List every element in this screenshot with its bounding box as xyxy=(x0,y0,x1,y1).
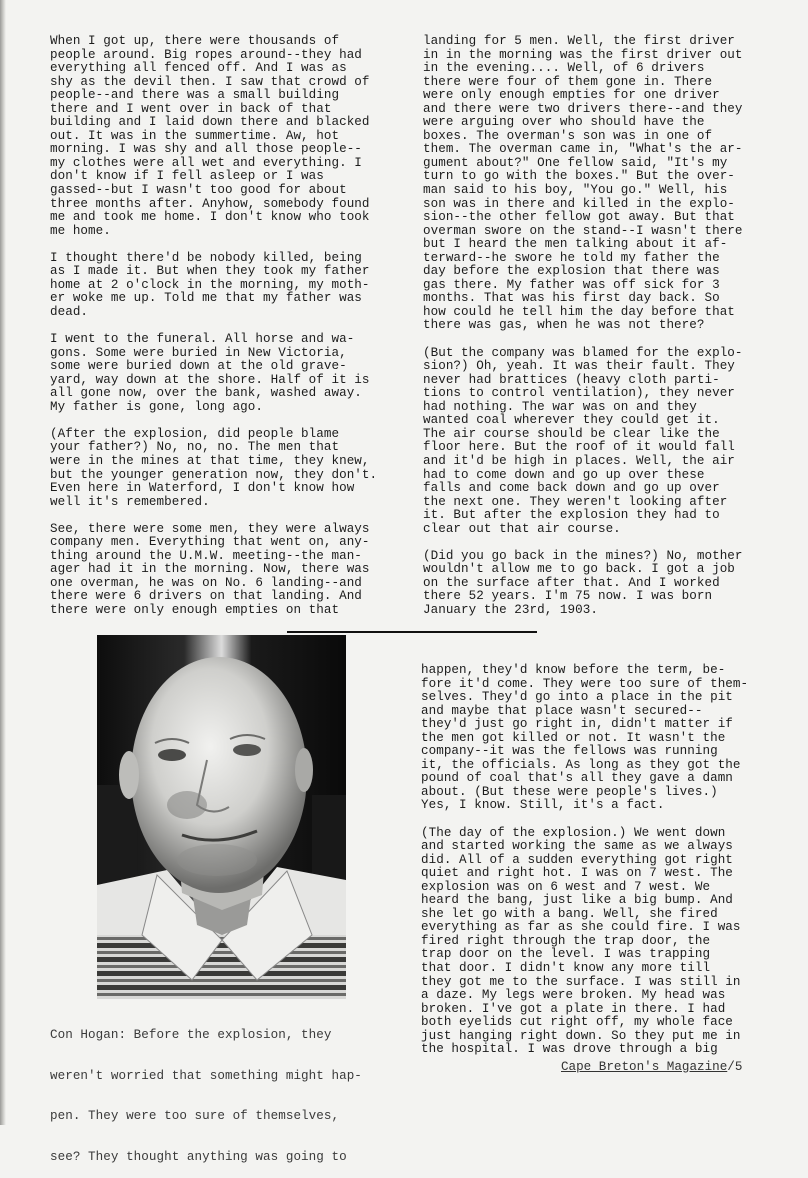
text-line: there were four of them gone in. There xyxy=(423,74,713,89)
article-paragraph xyxy=(50,523,377,618)
text-line: there and I went over in back of that xyxy=(50,101,332,116)
text-line: sion--the other fellow got away. But that xyxy=(423,210,735,225)
article-paragraph xyxy=(421,664,748,813)
text-line: had nothing. The war was on and they xyxy=(423,399,697,414)
text-line: me home. xyxy=(50,223,111,238)
text-line: just hanging right down. So they put me in xyxy=(421,1028,741,1043)
text-line: she let go with a bang. Well, she fired xyxy=(421,906,718,921)
article-paragraph xyxy=(50,428,377,509)
text-line: months. That was his first day back. So xyxy=(423,291,720,306)
caption-line: Con Hogan: Before the explosion, they xyxy=(50,1028,332,1043)
portrait-photo-graphic xyxy=(97,635,346,999)
text-line: shy as the devil then. I saw that crowd of xyxy=(50,74,370,89)
page-number: 5 xyxy=(734,1060,743,1074)
text-line: they got me to the surface. I was still in xyxy=(421,974,741,989)
text-line: Even here in Waterford, I don't know how xyxy=(50,481,355,496)
text-line: everything all fenced off. And I was as xyxy=(50,61,347,76)
text-line: did. All of a sudden everything got right xyxy=(421,852,733,867)
text-line: company men. Everything that went on, any- xyxy=(50,535,370,550)
text-line: My father is gone, long ago. xyxy=(50,399,264,414)
text-line: that door. I didn't know any more till xyxy=(421,961,711,976)
text-line: company--it was the fellows was running xyxy=(421,744,718,759)
caption-line: pen. They were too sure of themselves, xyxy=(50,1109,340,1124)
text-line: falls and come back down and go up over xyxy=(423,481,720,496)
text-line: gas there. My father was off sick for 3 xyxy=(423,277,720,292)
text-line: there was gas, when he was not there? xyxy=(423,318,705,333)
article-paragraph xyxy=(50,35,377,238)
text-line: it. But after the explosion they had to xyxy=(423,508,720,523)
text-line: the next one. They weren't looking after xyxy=(423,494,728,509)
text-line: fired right through the trap door, the xyxy=(421,933,711,948)
text-line: out. It was in the summertime. Aw, hot xyxy=(50,128,340,143)
text-line: it, the officials. As long as they got the xyxy=(421,757,741,772)
text-line: When I got up, there were thousands of xyxy=(50,34,340,48)
text-line: my clothes were all wet and everything. I xyxy=(50,155,362,170)
text-line: morning. I was shy and all those people-- xyxy=(50,142,362,157)
text-line: yard, way down at the shore. Half of it is xyxy=(50,372,370,387)
article-paragraph xyxy=(50,252,377,320)
text-line: landing for 5 men. Well, the first driver xyxy=(423,34,735,48)
text-line: pound of coal that's all they gave a damn xyxy=(421,771,733,786)
text-line: floor here. But the roof of it would fall xyxy=(423,440,735,455)
text-line: January the 23rd, 1903. xyxy=(423,602,598,617)
text-line: boxes. The overman's son was in one of xyxy=(423,128,713,143)
text-line: explosion was on 6 west and 7 west. We xyxy=(421,879,711,894)
text-line: they'd just go right in, didn't matter if xyxy=(421,717,733,732)
text-line: terward--he swore he told my father the xyxy=(423,250,720,265)
article-paragraph xyxy=(423,550,743,618)
text-line: thing around the U.M.W. meeting--the man- xyxy=(50,548,362,563)
text-line: (Did you go back in the mines?) No, mother xyxy=(423,548,743,563)
text-line: trap door on the level. I was trapping xyxy=(421,947,711,962)
text-line: See, there were some men, they were always xyxy=(50,521,370,536)
article-paragraph xyxy=(421,827,748,1057)
striped-sweater xyxy=(97,935,346,999)
text-line: people--and there was a small building xyxy=(50,88,340,103)
text-line: ager had it in the morning. Now, there was xyxy=(50,562,370,577)
text-line: were arguing over who should have the xyxy=(423,115,705,130)
text-line: how could he tell him the day before that xyxy=(423,304,735,319)
text-line: sion?) Oh, yeah. It was their fault. They xyxy=(423,359,735,374)
page-binding-edge xyxy=(0,0,6,1125)
text-line: (But the company was blamed for the explo- xyxy=(423,345,743,360)
text-line: your father?) No, no, no. The men that xyxy=(50,440,340,455)
article-left-column xyxy=(50,35,377,618)
text-line: but the younger generation now, they don't. xyxy=(50,467,378,482)
text-line: on the surface after that. And I worked xyxy=(423,575,720,590)
caption-line: see? They thought anything was going to xyxy=(50,1150,347,1165)
text-line: and maybe that place wasn't secured-- xyxy=(421,703,703,718)
text-line: never had brattices (heavy cloth parti- xyxy=(423,372,720,387)
footer-separator: / xyxy=(727,1060,735,1074)
text-line: but I heard the men talking about it af- xyxy=(423,237,728,252)
text-line: well it's remembered. xyxy=(50,494,210,509)
magazine-title: Cape Breton's Magazine xyxy=(561,1060,728,1074)
text-line: there 52 years. I'm 75 now. I was born xyxy=(423,589,713,604)
text-line: as I made it. But when they took my father xyxy=(50,264,370,279)
text-line: day before the explosion that there was xyxy=(423,264,720,279)
text-line: there were 6 drivers on that landing. And xyxy=(50,589,362,604)
text-line: a daze. My legs were broken. My head was xyxy=(421,988,726,1003)
text-line: about. (But these were people's lives.) xyxy=(421,784,718,799)
article-paragraph xyxy=(423,35,743,333)
text-line: gument about?" One fellow said, "It's my xyxy=(423,155,728,170)
text-line: in in the morning was the first driver out xyxy=(423,47,743,62)
text-line: one overman, he was on No. 6 landing--and xyxy=(50,575,362,590)
text-line: quiet and right hot. I was on 7 west. The xyxy=(421,866,733,881)
text-line: tions to control ventilation), they never xyxy=(423,386,735,401)
text-line: I went to the funeral. All horse and wa- xyxy=(50,332,355,347)
text-line: son was in there and killed in the explo- xyxy=(423,196,735,211)
text-line: (After the explosion, did people blame xyxy=(50,426,340,441)
text-line: wouldn't allow me to go back. I got a job xyxy=(423,562,735,577)
text-line: happen, they'd know before the term, be- xyxy=(421,663,726,677)
text-line: building and I laid down there and blacked xyxy=(50,115,370,130)
text-line: wanted coal wherever they could get it. xyxy=(423,413,720,428)
text-line: gassed--but I wasn't too good for about xyxy=(50,183,347,198)
text-line: (The day of the explosion.) We went down xyxy=(421,825,726,840)
article-right-column-top xyxy=(423,35,743,618)
text-line: Yes, I know. Still, it's a fact. xyxy=(421,798,665,813)
text-line: fore it'd come. They were too sure of them- xyxy=(421,676,749,691)
text-line: I thought there'd be nobody killed, being xyxy=(50,250,362,265)
text-line: were in the mines at that time, they knew, xyxy=(50,453,370,468)
text-line: the hospital. I was drove through a big xyxy=(421,1042,718,1057)
text-line: er woke me up. Told me that my father was xyxy=(50,291,362,306)
article-paragraph xyxy=(50,333,377,414)
text-line: both eyelids cut right off, my whole face xyxy=(421,1015,733,1030)
text-line: dead. xyxy=(50,304,89,319)
text-line: me and took me home. I don't know who took xyxy=(50,210,370,225)
article-paragraph xyxy=(423,347,743,537)
text-line: man said to his boy, "You go." Well, his xyxy=(423,183,728,198)
text-line: and it'd be high in places. Well, the air xyxy=(423,453,735,468)
text-line: turn to go with the boxes." But the over- xyxy=(423,169,735,184)
article-right-column-bottom xyxy=(421,664,748,1057)
text-line: and there were two drivers there--and they xyxy=(423,101,743,116)
text-line: gons. Some were buried in New Victoria, xyxy=(50,345,347,360)
text-line: home at 2 o'clock in the morning, my moth- xyxy=(50,277,370,292)
column-separator-rule xyxy=(287,631,537,633)
portrait-photo xyxy=(97,635,346,999)
text-line: there were only enough empties on that xyxy=(50,602,340,617)
text-line: were only enough empties for one driver xyxy=(423,88,720,103)
text-line: don't know if I fell asleep or I was xyxy=(50,169,324,184)
text-line: and started working the same as we always xyxy=(421,839,733,854)
text-line: had to come down and go up over these xyxy=(423,467,705,482)
text-line: all gone now, over the bank, washed away. xyxy=(50,386,362,401)
text-line: clear out that air course. xyxy=(423,521,621,536)
text-line: heard the bang, just like a big bump. And xyxy=(421,893,733,908)
text-line: in the evening.... Well, of 6 drivers xyxy=(423,61,705,76)
page-footer xyxy=(561,1060,742,1074)
text-line: overman swore on the stand--I wasn't there xyxy=(423,223,743,238)
text-line: The air course should be clear like the xyxy=(423,426,720,441)
text-line: broken. I've got a plate in there. I had xyxy=(421,1001,726,1016)
text-line: everything as far as she could fire. I was xyxy=(421,920,741,935)
text-line: them. The overman came in, "What's the ar- xyxy=(423,142,743,157)
text-line: the men got killed or not. It wasn't the xyxy=(421,730,726,745)
text-line: people around. Big ropes around--they had xyxy=(50,47,362,62)
photo-caption xyxy=(50,1002,362,1178)
text-line: some were buried down at the old grave- xyxy=(50,359,347,374)
caption-line: weren't worried that something might hap- xyxy=(50,1068,362,1083)
text-line: selves. They'd go into a place in the pit xyxy=(421,690,733,705)
text-line: three months after. Anyhow, somebody found xyxy=(50,196,370,211)
